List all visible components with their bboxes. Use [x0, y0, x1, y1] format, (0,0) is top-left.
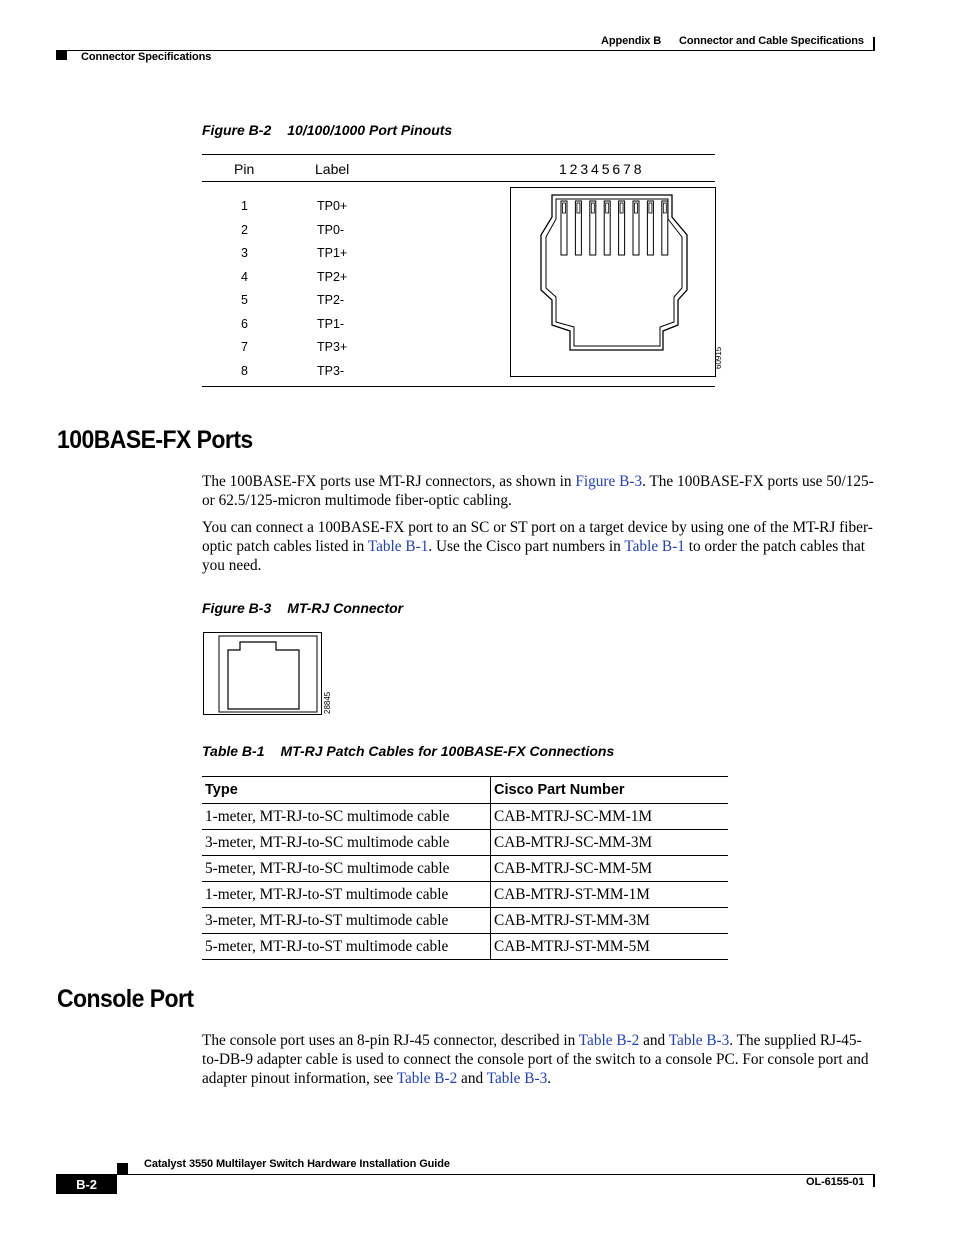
rj45-contact-tip	[649, 203, 652, 213]
pinout-col-label: Label	[315, 161, 350, 177]
pinout-pin-number: 3	[241, 246, 248, 260]
footer-guide-title: Catalyst 3550 Multilayer Switch Hardware Installation Guide	[144, 1158, 450, 1170]
pinout-label: TP2+	[317, 269, 348, 284]
console-paragraph	[202, 1031, 874, 1088]
mtrj-outer-frame	[204, 633, 322, 715]
part-number-cell: CAB-MTRJ-SC-MM-5M	[491, 856, 729, 882]
mtrj-opening	[228, 642, 299, 709]
table-b1-caption	[202, 743, 614, 759]
rj45-contact-tip	[606, 203, 609, 213]
figure-b3-caption	[202, 600, 403, 616]
link-table-b3-2[interactable]: Table B-3	[486, 1070, 548, 1087]
rj45-contact-tip	[663, 203, 666, 213]
rj45-contact	[619, 201, 625, 255]
console-text-5: .	[547, 1070, 552, 1087]
link-table-b1[interactable]: Table B-1	[367, 538, 429, 555]
table-b1-number: Table B-1	[202, 743, 265, 759]
header-chapter: Connector and Cable Specifications	[679, 35, 864, 47]
figure-b2-top-rule	[202, 154, 715, 155]
cable-type-cell: 1-meter, MT-RJ-to-SC multimode cable	[202, 804, 491, 830]
link-table-b2-2[interactable]: Table B-2	[396, 1070, 458, 1087]
table-row	[202, 934, 728, 960]
pinout-pin-number: 4	[241, 269, 248, 284]
header-appendix: Appendix B	[601, 35, 662, 47]
table-header-type: Type	[202, 777, 491, 804]
pinout-pin-number: 1	[241, 199, 248, 213]
table-row	[202, 830, 728, 856]
part-number-cell: CAB-MTRJ-ST-MM-3M	[491, 908, 729, 934]
rj45-contact-tip	[591, 203, 594, 213]
header-rule-right	[873, 37, 875, 51]
rj45-contact	[575, 201, 581, 255]
rj45-contact	[647, 201, 653, 255]
fx-p2-text-1: You can connect a 100BASE-FX port to an SC or ST port on a target device by using one of the MT-RJ fiber-optic patch cables listed in	[202, 519, 873, 555]
pinout-pin-number: 5	[241, 293, 248, 307]
footer-marker	[117, 1163, 128, 1174]
rj45-contact-tip	[620, 203, 623, 213]
pinout-pin-number: 7	[241, 340, 248, 354]
part-number-cell: CAB-MTRJ-ST-MM-5M	[491, 934, 729, 960]
fx-p1-text-2: . The 100BASE-FX ports use 50/125- or 62.5/125-micron multimode fiber-optic cabling.	[202, 473, 874, 509]
cable-type-cell: 1-meter, MT-RJ-to-ST multimode cable	[202, 882, 491, 908]
figure-b2-header-rule	[202, 181, 715, 182]
fx-p2-text-3: to order the patch cables that you need.	[202, 538, 865, 574]
table-b1-title: MT-RJ Patch Cables for 100BASE-FX Connections	[280, 743, 615, 759]
link-table-b2[interactable]: Table B-2	[578, 1032, 640, 1049]
figure-b2-caption	[202, 122, 452, 138]
table-header-row	[202, 777, 728, 804]
footer-rule	[117, 1174, 875, 1175]
link-table-b3[interactable]: Table B-3	[668, 1032, 730, 1049]
rj45-contact	[561, 201, 567, 255]
cable-type-cell: 5-meter, MT-RJ-to-SC multimode cable	[202, 856, 491, 882]
pinout-label: TP0-	[317, 222, 345, 237]
console-text-2: and	[639, 1032, 669, 1049]
fx-paragraph-1	[202, 472, 874, 510]
console-text-4: and	[457, 1070, 487, 1087]
pinout-pin-number: 6	[241, 316, 248, 331]
console-text-1: The console port uses an 8-pin RJ-45 connector, described in	[202, 1032, 579, 1049]
rj45-opening	[541, 195, 687, 350]
figure-b2-title: 10/100/1000 Port Pinouts	[287, 122, 453, 138]
pinout-label: TP3-	[317, 363, 345, 378]
part-number-cell: CAB-MTRJ-SC-MM-1M	[491, 804, 729, 830]
figure-b3-number: Figure B-3	[202, 600, 272, 616]
rj45-contact	[604, 201, 610, 255]
rj45-contacts	[561, 201, 668, 255]
console-text-3: . The supplied RJ-45-to-DB-9 adapter cable is used to connect the console port of the switch to a console PC. For console port and adapter pinout information, see	[202, 1032, 869, 1087]
patch-cable-table	[202, 776, 728, 960]
figure-b2-art-id: 60915	[714, 346, 723, 369]
table-row	[202, 882, 728, 908]
pinout-label: TP1+	[317, 246, 348, 260]
mtrj-inner-frame	[219, 636, 317, 712]
table-row	[202, 804, 728, 830]
fx-p2-text-2: . Use the Cisco part numbers in	[428, 538, 625, 555]
section-title-100base-fx: 100BASE-FX Ports	[57, 426, 253, 454]
rj45-contact-tip	[635, 203, 638, 213]
figure-b3-art-id: 28845	[323, 691, 332, 714]
cable-type-cell: 5-meter, MT-RJ-to-ST multimode cable	[202, 934, 491, 960]
part-number-cell: CAB-MTRJ-ST-MM-1M	[491, 882, 729, 908]
rj45-contact	[662, 201, 668, 255]
cable-type-cell: 3-meter, MT-RJ-to-SC multimode cable	[202, 830, 491, 856]
table-row	[202, 856, 728, 882]
header-section: Connector Specifications	[81, 51, 212, 63]
header-marker	[56, 50, 67, 60]
cable-type-cell: 3-meter, MT-RJ-to-ST multimode cable	[202, 908, 491, 934]
pinout-label: TP3+	[317, 340, 348, 354]
rj45-contact-tip	[577, 203, 580, 213]
mtrj-connector-diagram	[203, 632, 323, 716]
pinout-pin-number: 8	[241, 363, 248, 378]
fx-p1-text-1: The 100BASE-FX ports use MT-RJ connectors, as shown in	[202, 473, 576, 490]
rj45-contact	[633, 201, 639, 255]
table-header-part-number: Cisco Part Number	[491, 777, 729, 804]
pinout-label: TP2-	[317, 293, 345, 307]
pinout-col-pin: Pin	[234, 161, 255, 177]
fx-paragraph-2	[202, 518, 874, 575]
figure-b3-title: MT-RJ Connector	[287, 600, 404, 616]
footer-page-number: B-2	[76, 1177, 97, 1192]
part-number-cell: CAB-MTRJ-SC-MM-3M	[491, 830, 729, 856]
pinout-pin-numbers: 1 2 3 4 5 6 7 8	[559, 161, 642, 177]
footer-doc-id: OL-6155-01	[806, 1176, 865, 1188]
rj45-contact-tip	[563, 203, 566, 213]
section-title-console-port: Console Port	[57, 985, 194, 1013]
pinout-label: TP1-	[317, 316, 345, 331]
figure-b2-bottom-rule	[202, 386, 715, 387]
rj45-port-diagram	[510, 187, 716, 378]
footer-rule-right	[873, 1174, 875, 1187]
pinout-pin-number: 2	[241, 222, 248, 237]
rj45-contact	[590, 201, 596, 255]
figure-b2-number: Figure B-2	[202, 122, 272, 138]
table-row	[202, 908, 728, 934]
link-figure-b3[interactable]: Figure B-3	[575, 473, 643, 490]
link-table-b1-2[interactable]: Table B-1	[624, 538, 685, 555]
pinout-label: TP0+	[317, 199, 348, 213]
